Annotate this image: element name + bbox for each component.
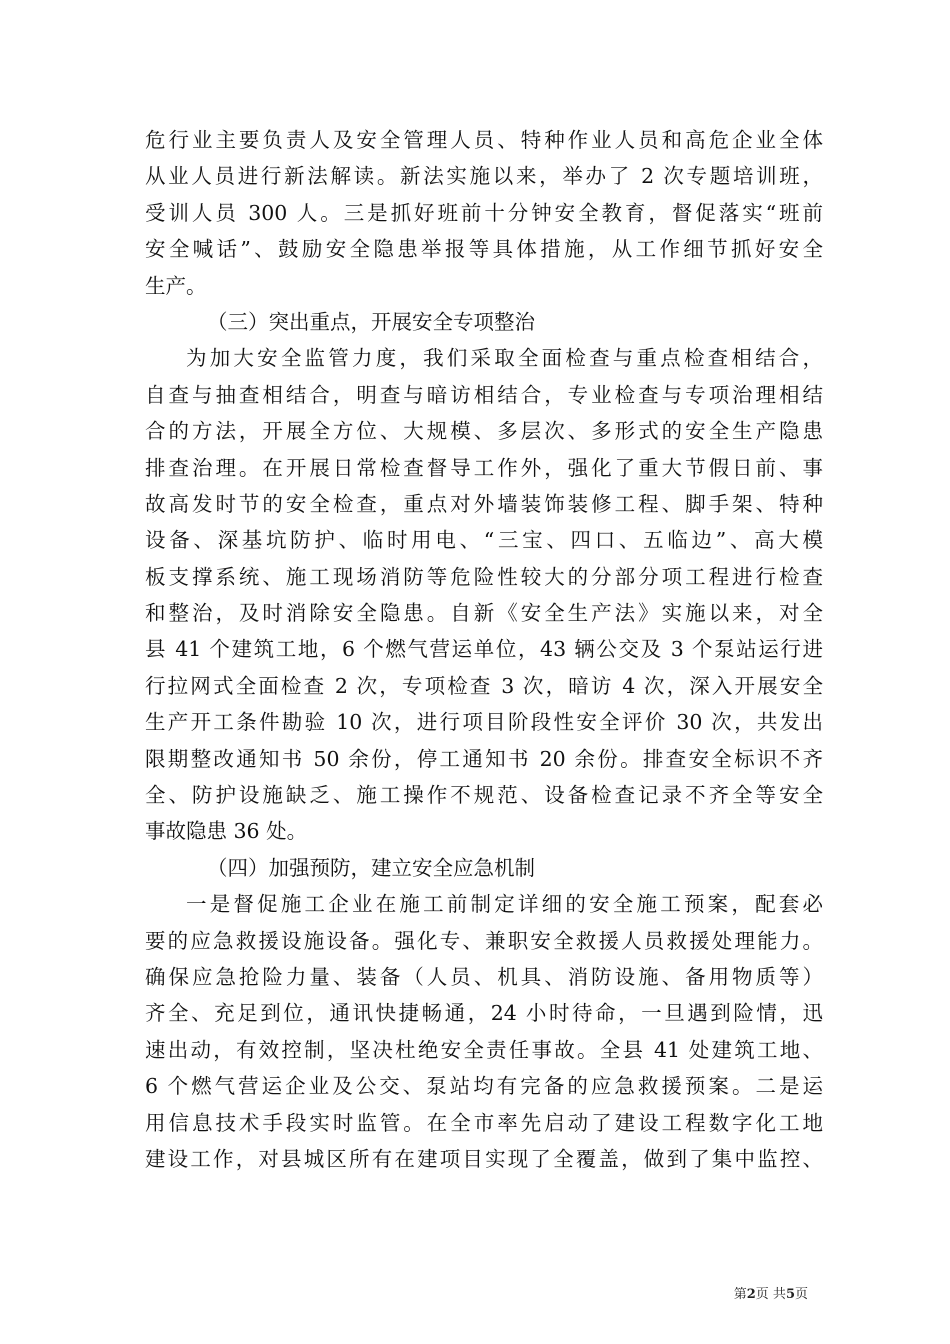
text-line: 受训人员 300 人。三是抓好班前十分钟安全教育，督促落实“班前 bbox=[145, 200, 823, 225]
text-line: 生产开工条件勘验 10 次，进行项目阶段性安全评价 30 次，共发出 bbox=[145, 710, 823, 735]
text-line: 建设工作，对县城区所有在建项目实现了全覆盖，做到了集中监控、 bbox=[145, 1146, 823, 1171]
text-line: 板支撑系统、施工现场消防等危险性较大的分部分项工程进行检查 bbox=[145, 564, 823, 589]
text-line: 生产。 bbox=[145, 273, 207, 298]
text-line: 速出动，有效控制，坚决杜绝安全责任事故。全县 41 处建筑工地、 bbox=[145, 1037, 823, 1062]
footer-middle: 页 共 bbox=[755, 1287, 786, 1302]
text-line: 一是督促施工企业在施工前制定详细的安全施工预案，配套必 bbox=[186, 892, 823, 917]
text-line: 合的方法，开展全方位、大规模、多层次、多形式的安全生产隐患 bbox=[145, 419, 823, 444]
text-line: 设备、深基坑防护、临时用电、“三宝、四口、五临边”、高大模 bbox=[145, 528, 823, 553]
text-line: 确保应急抢险力量、装备（人员、机具、消防设施、备用物质等） bbox=[145, 964, 823, 989]
text-line: 限期整改通知书 50 余份，停工通知书 20 余份。排查安全标识不齐 bbox=[145, 746, 823, 771]
footer-prefix: 第 bbox=[733, 1287, 747, 1302]
section-heading: （三）突出重点，开展安全专项整治 bbox=[207, 309, 535, 334]
text-line: 事故隐患 36 处。 bbox=[145, 819, 308, 844]
footer-suffix: 页 bbox=[794, 1287, 808, 1302]
text-line: 和整治，及时消除安全隐患。自新《安全生产法》实施以来，对全 bbox=[145, 601, 823, 626]
text-line: 故高发时节的安全检查，重点对外墙装饰装修工程、脚手架、特种 bbox=[145, 491, 823, 516]
text-line: 自查与抽查相结合，明查与暗访相结合，专业检查与专项治理相结 bbox=[145, 382, 823, 407]
text-line: 危行业主要负责人及安全管理人员、特种作业人员和高危企业全体 bbox=[145, 128, 823, 152]
footer-current-page: 2 bbox=[746, 1287, 756, 1302]
text-line: 行拉网式全面检查 2 次，专项检查 3 次，暗访 4 次，深入开展安全 bbox=[145, 673, 823, 698]
body-text bbox=[145, 122, 823, 1177]
text-line: 齐全、充足到位，通讯快捷畅通，24 小时待命，一旦遇到险情，迅 bbox=[145, 1001, 823, 1026]
text-line: 全、防护设施缺乏、施工操作不规范、设备检查记录不齐全等安全 bbox=[145, 783, 823, 808]
text-line: 用信息技术手段实时监管。在全市率先启动了建设工程数字化工地 bbox=[145, 1110, 823, 1135]
page-footer bbox=[0, 1283, 808, 1302]
text-line: 从业人员进行新法解读。新法实施以来，举办了 2 次专题培训班， bbox=[145, 164, 823, 189]
text-line: 6 个燃气营运企业及公交、泵站均有完备的应急救援预案。二是运 bbox=[145, 1074, 823, 1099]
text-line: 县 41 个建筑工地，6 个燃气营运单位，43 辆公交及 3 个泵站运行进 bbox=[145, 637, 823, 662]
text-line: 排查治理。在开展日常检查督导工作外，强化了重大节假日前、事 bbox=[145, 455, 823, 480]
footer-total-pages: 5 bbox=[785, 1287, 795, 1302]
text-line: 要的应急救援设施设备。强化专、兼职安全救援人员救援处理能力。 bbox=[145, 928, 823, 953]
text-line: 为加大安全监管力度，我们采取全面检查与重点检查相结合， bbox=[186, 346, 823, 371]
text-line: 安全喊话”、鼓励安全隐患举报等具体措施，从工作细节抓好安全 bbox=[145, 237, 823, 262]
section-heading: （四）加强预防，建立安全应急机制 bbox=[207, 855, 535, 880]
